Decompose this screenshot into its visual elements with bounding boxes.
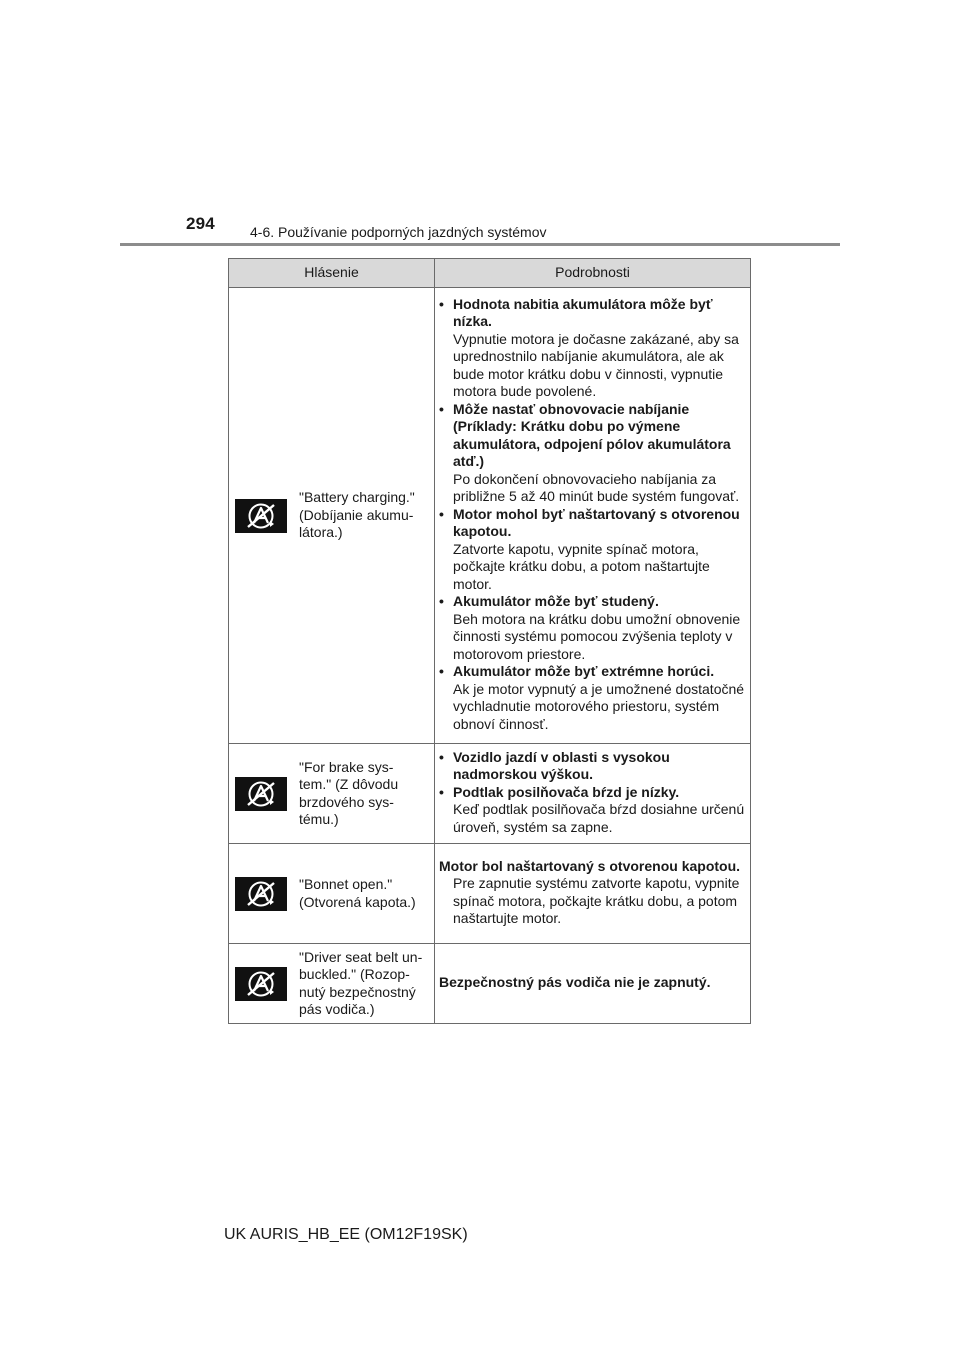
message-cell xyxy=(229,844,435,944)
list-item xyxy=(439,506,748,594)
list-item xyxy=(439,593,748,663)
message-cell xyxy=(229,944,435,1024)
bullet-title: • Podtlak posilňovača bŕzd je nízky. xyxy=(453,783,680,800)
bullet-text: Beh motora na krátku dobu umožní obnovenie činnosti systému pomocou zvýšenia teploty v motorovom priestore. xyxy=(453,610,741,662)
column-header-details: Podrobnosti xyxy=(435,259,751,288)
table-header-row xyxy=(229,259,751,288)
table-row xyxy=(229,288,751,744)
bullet-text: Po dokončení obnovovacieho nabíjania za približne 5 až 40 minút bude systém fungovať. xyxy=(453,470,740,505)
manual-code: UK AURIS_HB_EE (OM12F19SK) xyxy=(224,1226,468,1243)
details-cell xyxy=(435,744,751,844)
bullet-text: Vypnutie motora je dočasne zakázané, aby sa uprednostnilo nabíjanie akumulátora, ale ak bude motor krátku dobu v činnosti, vypnutie motora bude povolené. xyxy=(453,330,739,400)
detail-lead: Motor bol naštartovaný s otvorenou kapotou. xyxy=(439,857,741,874)
details-cell xyxy=(435,288,751,744)
bullet-text: Ak je motor vypnutý a je umožnené dostatočné vychladnutie motorového priestoru, systém obnoví činnosť. xyxy=(453,680,745,732)
bullet-text: Keď podtlak posilňovača bŕzd dosiahne určenú úroveň, systém sa zapne. xyxy=(453,801,745,835)
section-title: 4-6. Používanie podporných jazdných systémov xyxy=(250,224,547,240)
list-item xyxy=(439,784,748,837)
message-cell xyxy=(229,288,435,744)
table-row xyxy=(229,944,751,1024)
message-table xyxy=(228,258,751,1024)
table-row xyxy=(229,844,751,944)
list-item xyxy=(439,749,748,784)
bullet-title: • Akumulátor môže byť extrémne horúci. xyxy=(453,663,715,680)
message-text: "For brake sys- tem." (Z dôvodu brzdového sys- tému.) xyxy=(299,758,399,827)
bullet-text: Zatvorte kapotu, vypnite spínač motora, počkajte krátku dobu, a potom naštartujte motor. xyxy=(453,540,710,592)
bullet-title: • Vozidlo jazdí v oblasti s vysokou nadmorskou výškou. xyxy=(453,748,670,783)
stop-start-off-icon xyxy=(235,777,287,811)
column-header-message: Hlásenie xyxy=(229,259,435,288)
details-cell xyxy=(435,944,751,1024)
stop-start-off-icon xyxy=(235,967,287,1001)
list-item xyxy=(439,401,748,506)
bullet-title: • Motor mohol byť naštartovaný s otvorenou kapotou. xyxy=(453,505,740,540)
stop-start-off-icon xyxy=(235,499,287,533)
table-row xyxy=(229,744,751,844)
bullet-title: • Akumulátor môže byť studený. xyxy=(453,593,659,610)
detail-text: Pre zapnutie systému zatvorte kapotu, vypnite spínač motora, počkajte krátku dobu, a potom naštartujte motor. xyxy=(453,875,740,926)
page-number: 294 xyxy=(186,214,215,233)
list-item xyxy=(439,296,748,401)
message-text: "Bonnet open." (Otvorená kapota.) xyxy=(299,876,416,910)
bullet-title: • Hodnota nabitia akumulátora môže byť nízka. xyxy=(453,295,713,330)
message-text: "Battery charging." (Dobíjanie akumu- látora.) xyxy=(299,489,415,541)
bullet-title: • Môže nastať obnovovacie nabíjanie (Príklady: Krátku dobu po výmene akumulátora, odpojení pólov akumulátora atď.) xyxy=(453,400,731,470)
header-divider xyxy=(120,243,840,246)
detail-lead: Bezpečnostný pás vodiča nie je zapnutý. xyxy=(439,973,711,990)
message-cell xyxy=(229,744,435,844)
message-text: "Driver seat belt un- buckled." (Rozop- nutý bezpečnostný pás vodiča.) xyxy=(299,948,423,1017)
list-item xyxy=(439,663,748,733)
details-cell xyxy=(435,844,751,944)
stop-start-off-icon xyxy=(235,877,287,911)
